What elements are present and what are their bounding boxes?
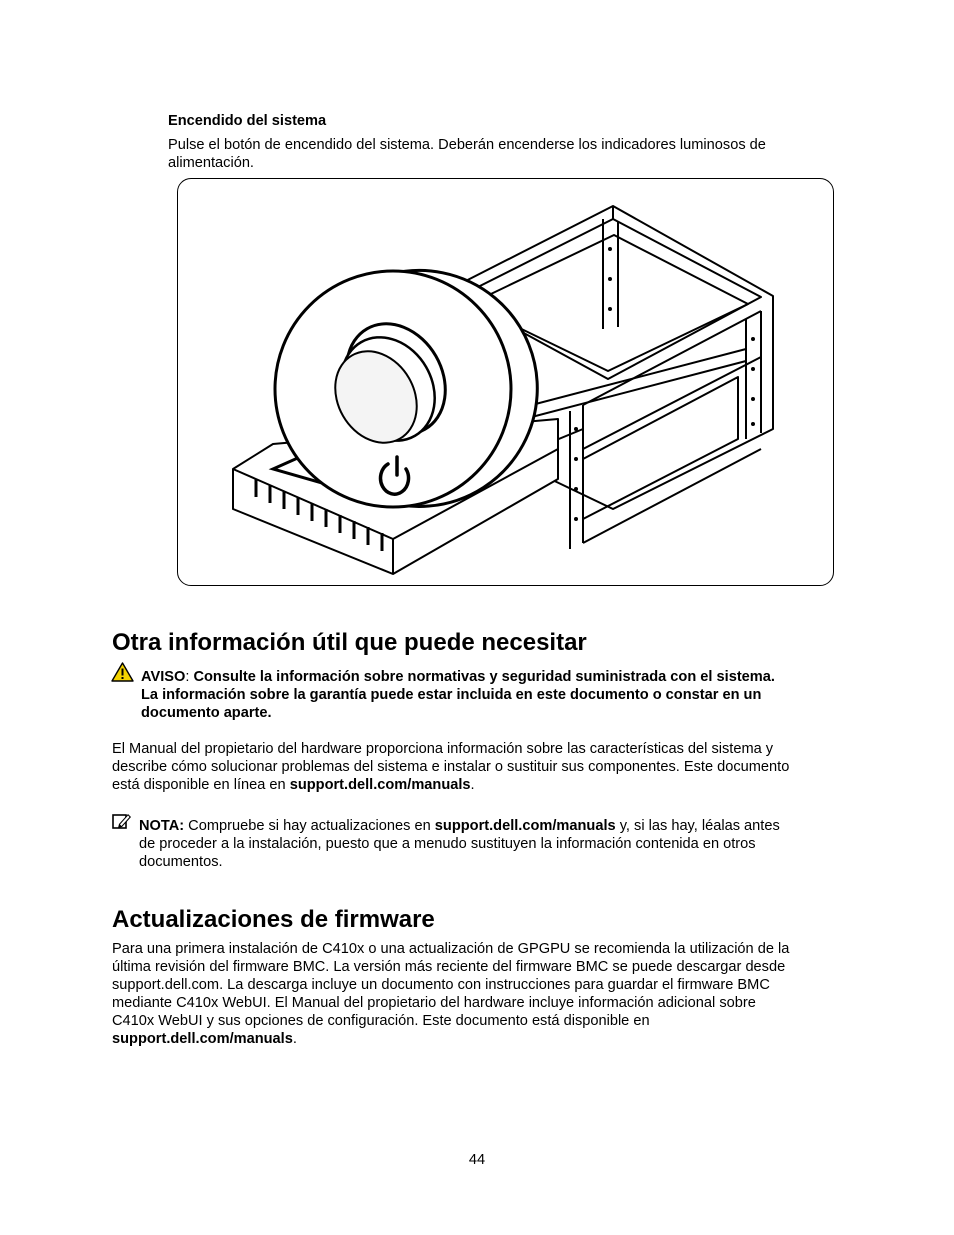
warning-icon: [111, 662, 134, 682]
paragraph-text: .: [470, 777, 475, 793]
note-line: [139, 817, 780, 835]
paragraph-line: El Manual del propietario del hardware proporciona información sobre las características del sistema y: [112, 741, 774, 757]
warning-label: AVISO: [141, 669, 186, 685]
system-power-illustration: [177, 178, 834, 586]
paragraph-text: está disponible en línea en: [112, 777, 290, 793]
paragraph-line: [112, 1030, 297, 1048]
warning-line: documento aparte.: [141, 705, 272, 721]
note-text: Compruebe si hay actualizaciones en: [184, 818, 435, 834]
section-title-firmware: Actualizaciones de firmware: [112, 906, 435, 933]
paragraph-text: .: [292, 1031, 297, 1047]
paragraph-line: mediante C410x WebUI. El Manual del propietario del hardware incluye información adicional sobre: [112, 995, 756, 1011]
note-label: NOTA:: [139, 818, 185, 834]
manuals-link[interactable]: support.dell.com/manuals: [434, 818, 616, 834]
paragraph-line: última revisión del firmware BMC. La versión más reciente del firmware BMC se puede descargar desde: [112, 959, 786, 975]
warning-separator: :: [185, 669, 194, 685]
warning-line: [141, 668, 775, 686]
warning-line: La información sobre la garantía puede estar incluida en este documento o constar en un: [141, 687, 762, 703]
paragraph-line: alimentación.: [168, 155, 254, 171]
note-pencil-icon: [112, 812, 132, 830]
paragraph-line: describe cómo solucionar problemas del sistema e instalar o sustituir sus componentes. Este documento: [112, 759, 790, 775]
warning-text: Consulte la información sobre normativas y seguridad suministrada con el sistema.: [193, 669, 775, 685]
paragraph-line: Pulse el botón de encendido del sistema. Deberán encenderse los indicadores luminosos de: [168, 137, 766, 153]
paragraph-line: Para una primera instalación de C410x o una actualización de GPGPU se recomienda la utilización de la: [112, 941, 790, 957]
server-rack-drawing: [178, 179, 835, 587]
paragraph-line: support.dell.com. La descarga incluye un documento con instrucciones para guardar el firmware BMC: [112, 977, 770, 993]
section-title-otra-informacion: Otra información útil que puede necesitar: [112, 629, 587, 656]
paragraph-line: [112, 776, 475, 794]
paragraph-line: C410x WebUI y sus opciones de configuración. Este documento está disponible en: [112, 1013, 650, 1029]
note-text: y, si las hay, léalas antes: [615, 818, 780, 834]
note-line: documentos.: [139, 854, 223, 870]
manuals-link[interactable]: support.dell.com/manuals: [112, 1031, 293, 1047]
section-heading-encendido: Encendido del sistema: [168, 113, 327, 129]
manuals-link[interactable]: support.dell.com/manuals: [289, 777, 471, 793]
note-line: de proceder a la instalación, puesto que a menudo sustituyen la información contenida en otros: [139, 836, 756, 852]
page-number: 44: [468, 1152, 486, 1168]
